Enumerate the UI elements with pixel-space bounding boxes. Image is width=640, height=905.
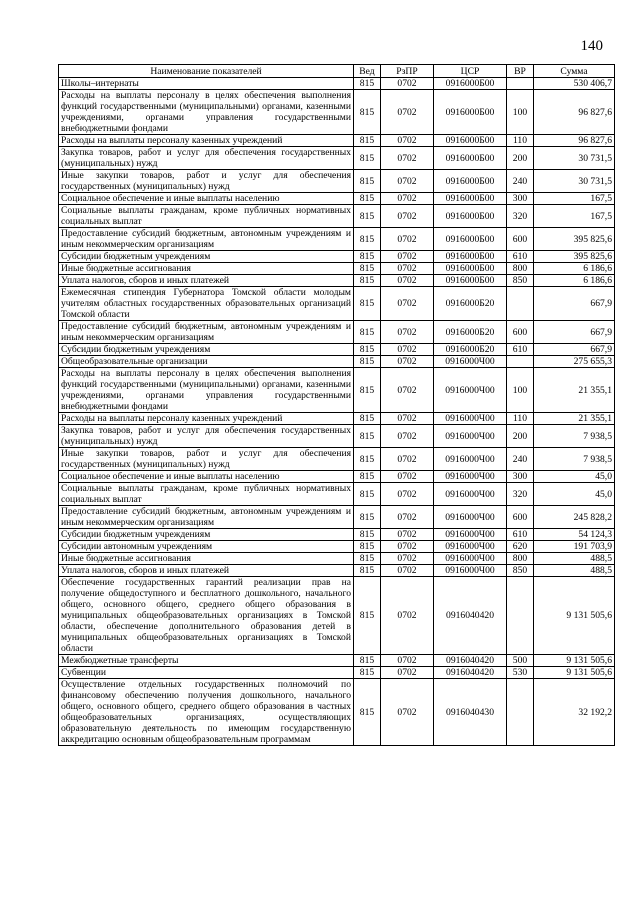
cell-csr: 0916000Б20 bbox=[434, 321, 507, 344]
cell-name: Расходы на выплаты персоналу казенных учреждений bbox=[59, 135, 354, 147]
cell-name: Социальное обеспечение и иные выплаты населению bbox=[59, 471, 354, 483]
cell-rzpr: 0702 bbox=[381, 565, 434, 577]
cell-ved: 815 bbox=[354, 565, 381, 577]
cell-ved: 815 bbox=[354, 275, 381, 287]
table-row bbox=[59, 553, 615, 565]
cell-csr: 0916040420 bbox=[434, 655, 507, 667]
column-header-name: Наименование показателей bbox=[59, 65, 354, 78]
cell-vr: 100 bbox=[507, 90, 534, 135]
cell-sum: 96 827,6 bbox=[534, 90, 615, 135]
cell-csr: 0916000Б00 bbox=[434, 147, 507, 170]
cell-name: Уплата налогов, сборов и иных платежей bbox=[59, 275, 354, 287]
cell-name: Ежемесячная стипендия Губернатора Томской области молодым учителям областных государственных образовательных организаций Томской области bbox=[59, 287, 354, 321]
cell-rzpr: 0702 bbox=[381, 170, 434, 193]
cell-csr: 0916000Б00 bbox=[434, 90, 507, 135]
cell-sum: 9 131 505,6 bbox=[534, 577, 615, 655]
cell-vr: 110 bbox=[507, 413, 534, 425]
cell-csr: 0916040420 bbox=[434, 667, 507, 679]
cell-ved: 815 bbox=[354, 205, 381, 228]
table-row bbox=[59, 287, 615, 321]
cell-csr: 0916000Ч00 bbox=[434, 368, 507, 413]
cell-name: Социальные выплаты гражданам, кроме публичных нормативных социальных выплат bbox=[59, 205, 354, 228]
cell-sum: 45,0 bbox=[534, 471, 615, 483]
table-row bbox=[59, 425, 615, 448]
cell-sum: 667,9 bbox=[534, 287, 615, 321]
cell-name: Осуществление отдельных государственных полномочий по финансовому обеспечению получения дошкольного, начального общего, основного общего, среднего общего образования в частных общеобразовательных организациях, осуществляющих образовательную деятельность по имеющим государственную аккредитацию основным общеобразовательным программам bbox=[59, 679, 354, 746]
cell-rzpr: 0702 bbox=[381, 344, 434, 356]
cell-rzpr: 0702 bbox=[381, 529, 434, 541]
table-row bbox=[59, 368, 615, 413]
cell-name: Предоставление субсидий бюджетным, автономным учреждениям и иным некоммерческим организациям bbox=[59, 228, 354, 251]
cell-name: Субсидии бюджетным учреждениям bbox=[59, 344, 354, 356]
table-row bbox=[59, 78, 615, 90]
cell-rzpr: 0702 bbox=[381, 506, 434, 529]
cell-csr: 0916000Ч00 bbox=[434, 483, 507, 506]
cell-rzpr: 0702 bbox=[381, 251, 434, 263]
cell-name: Иные бюджетные ассигнования bbox=[59, 263, 354, 275]
table-header-row bbox=[59, 65, 615, 78]
cell-rzpr: 0702 bbox=[381, 263, 434, 275]
cell-sum: 167,5 bbox=[534, 193, 615, 205]
column-header-sum: Сумма bbox=[534, 65, 615, 78]
cell-ved: 815 bbox=[354, 368, 381, 413]
cell-vr: 600 bbox=[507, 506, 534, 529]
column-header-rzpr: РзПР bbox=[381, 65, 434, 78]
cell-rzpr: 0702 bbox=[381, 667, 434, 679]
table-row bbox=[59, 577, 615, 655]
cell-ved: 815 bbox=[354, 193, 381, 205]
cell-csr: 0916000Б20 bbox=[434, 344, 507, 356]
table-row bbox=[59, 170, 615, 193]
table-row bbox=[59, 228, 615, 251]
column-header-vr: ВР bbox=[507, 65, 534, 78]
cell-sum: 9 131 505,6 bbox=[534, 655, 615, 667]
cell-csr: 0916000Б00 bbox=[434, 205, 507, 228]
cell-csr: 0916000Ч00 bbox=[434, 565, 507, 577]
cell-sum: 6 186,6 bbox=[534, 263, 615, 275]
cell-sum: 96 827,6 bbox=[534, 135, 615, 147]
cell-vr: 240 bbox=[507, 448, 534, 471]
cell-vr: 600 bbox=[507, 321, 534, 344]
cell-vr: 610 bbox=[507, 529, 534, 541]
cell-csr: 0916000Ч00 bbox=[434, 413, 507, 425]
cell-csr: 0916000Б00 bbox=[434, 228, 507, 251]
cell-rzpr: 0702 bbox=[381, 541, 434, 553]
cell-csr: 0916000Ч00 bbox=[434, 529, 507, 541]
cell-name: Уплата налогов, сборов и иных платежей bbox=[59, 565, 354, 577]
cell-ved: 815 bbox=[354, 228, 381, 251]
table-row bbox=[59, 413, 615, 425]
cell-sum: 167,5 bbox=[534, 205, 615, 228]
cell-ved: 815 bbox=[354, 90, 381, 135]
cell-name: Расходы на выплаты персоналу в целях обеспечения выполнения функций государственными (муниципальными) органами, казенными учреждениями, органами управления государственными внебюджетными фондами bbox=[59, 90, 354, 135]
cell-name: Субсидии автономным учреждениям bbox=[59, 541, 354, 553]
table-row bbox=[59, 275, 615, 287]
column-header-csr: ЦСР bbox=[434, 65, 507, 78]
cell-sum: 488,5 bbox=[534, 553, 615, 565]
cell-sum: 9 131 505,6 bbox=[534, 667, 615, 679]
cell-rzpr: 0702 bbox=[381, 321, 434, 344]
table-row bbox=[59, 356, 615, 368]
cell-ved: 815 bbox=[354, 78, 381, 90]
cell-ved: 815 bbox=[354, 553, 381, 565]
cell-csr: 0916000Ч00 bbox=[434, 356, 507, 368]
cell-csr: 0916000Б00 bbox=[434, 135, 507, 147]
cell-vr: 800 bbox=[507, 553, 534, 565]
cell-vr: 240 bbox=[507, 170, 534, 193]
cell-rzpr: 0702 bbox=[381, 78, 434, 90]
cell-ved: 815 bbox=[354, 667, 381, 679]
cell-vr: 110 bbox=[507, 135, 534, 147]
cell-rzpr: 0702 bbox=[381, 275, 434, 287]
cell-csr: 0916000Б00 bbox=[434, 78, 507, 90]
cell-sum: 530 406,7 bbox=[534, 78, 615, 90]
cell-name: Иные бюджетные ассигнования bbox=[59, 553, 354, 565]
cell-vr: 100 bbox=[507, 368, 534, 413]
cell-ved: 815 bbox=[354, 135, 381, 147]
cell-name: Предоставление субсидий бюджетным, автономным учреждениям и иным некоммерческим организациям bbox=[59, 321, 354, 344]
cell-ved: 815 bbox=[354, 170, 381, 193]
cell-csr: 0916000Б20 bbox=[434, 287, 507, 321]
table-row bbox=[59, 344, 615, 356]
cell-csr: 0916000Б00 bbox=[434, 251, 507, 263]
cell-name: Субсидии бюджетным учреждениям bbox=[59, 529, 354, 541]
cell-ved: 815 bbox=[354, 471, 381, 483]
cell-name: Обеспечение государственных гарантий реализации прав на получение общедоступного и бесплатного дошкольного, начального общего, основного общего, среднего общего образования в муниципальных общеобразовательных организациях в Томской области, обеспечение дополнительного образования детей в муниципальных общеобразовательных организациях в Томской области bbox=[59, 577, 354, 655]
cell-ved: 815 bbox=[354, 529, 381, 541]
cell-sum: 7 938,5 bbox=[534, 425, 615, 448]
budget-table bbox=[58, 64, 615, 746]
table-row bbox=[59, 679, 615, 746]
cell-name: Предоставление субсидий бюджетным, автономным учреждениям и иным некоммерческим организациям bbox=[59, 506, 354, 529]
cell-ved: 815 bbox=[354, 263, 381, 275]
cell-vr: 320 bbox=[507, 205, 534, 228]
cell-ved: 815 bbox=[354, 679, 381, 746]
cell-name: Общеобразовательные организации bbox=[59, 356, 354, 368]
cell-sum: 275 655,3 bbox=[534, 356, 615, 368]
cell-name: Иные закупки товаров, работ и услуг для обеспечения государственных (муниципальных) нужд bbox=[59, 170, 354, 193]
table-row bbox=[59, 667, 615, 679]
table-row bbox=[59, 147, 615, 170]
cell-ved: 815 bbox=[354, 413, 381, 425]
cell-rzpr: 0702 bbox=[381, 448, 434, 471]
cell-sum: 245 828,2 bbox=[534, 506, 615, 529]
cell-rzpr: 0702 bbox=[381, 553, 434, 565]
table-row bbox=[59, 263, 615, 275]
cell-csr: 0916000Ч00 bbox=[434, 425, 507, 448]
cell-sum: 667,9 bbox=[534, 321, 615, 344]
cell-ved: 815 bbox=[354, 448, 381, 471]
cell-csr: 0916040430 bbox=[434, 679, 507, 746]
cell-vr bbox=[507, 356, 534, 368]
cell-rzpr: 0702 bbox=[381, 368, 434, 413]
table-row bbox=[59, 193, 615, 205]
cell-ved: 815 bbox=[354, 321, 381, 344]
table-row bbox=[59, 655, 615, 667]
table-row bbox=[59, 205, 615, 228]
cell-name: Субвенции bbox=[59, 667, 354, 679]
cell-sum: 30 731,5 bbox=[534, 170, 615, 193]
cell-name: Закупка товаров, работ и услуг для обеспечения государственных (муниципальных) нужд bbox=[59, 425, 354, 448]
cell-vr: 300 bbox=[507, 193, 534, 205]
cell-rzpr: 0702 bbox=[381, 287, 434, 321]
table-row bbox=[59, 483, 615, 506]
cell-ved: 815 bbox=[354, 425, 381, 448]
cell-vr: 600 bbox=[507, 228, 534, 251]
cell-vr bbox=[507, 577, 534, 655]
cell-ved: 815 bbox=[354, 356, 381, 368]
cell-sum: 488,5 bbox=[534, 565, 615, 577]
cell-ved: 815 bbox=[354, 655, 381, 667]
cell-rzpr: 0702 bbox=[381, 147, 434, 170]
cell-csr: 0916000Б00 bbox=[434, 275, 507, 287]
cell-rzpr: 0702 bbox=[381, 655, 434, 667]
cell-sum: 30 731,5 bbox=[534, 147, 615, 170]
table-row bbox=[59, 90, 615, 135]
cell-vr bbox=[507, 287, 534, 321]
cell-vr: 500 bbox=[507, 655, 534, 667]
cell-vr: 610 bbox=[507, 344, 534, 356]
cell-ved: 815 bbox=[354, 147, 381, 170]
cell-name: Субсидии бюджетным учреждениям bbox=[59, 251, 354, 263]
table-row bbox=[59, 529, 615, 541]
cell-rzpr: 0702 bbox=[381, 679, 434, 746]
cell-name: Закупка товаров, работ и услуг для обеспечения государственных (муниципальных) нужд bbox=[59, 147, 354, 170]
table-row bbox=[59, 541, 615, 553]
cell-rzpr: 0702 bbox=[381, 90, 434, 135]
cell-rzpr: 0702 bbox=[381, 228, 434, 251]
table-row bbox=[59, 506, 615, 529]
cell-rzpr: 0702 bbox=[381, 471, 434, 483]
cell-name: Расходы на выплаты персоналу казенных учреждений bbox=[59, 413, 354, 425]
table-row bbox=[59, 251, 615, 263]
cell-vr: 200 bbox=[507, 425, 534, 448]
cell-ved: 815 bbox=[354, 287, 381, 321]
cell-csr: 0916000Б00 bbox=[434, 263, 507, 275]
table-row bbox=[59, 448, 615, 471]
cell-ved: 815 bbox=[354, 483, 381, 506]
cell-rzpr: 0702 bbox=[381, 205, 434, 228]
cell-sum: 21 355,1 bbox=[534, 413, 615, 425]
cell-name: Расходы на выплаты персоналу в целях обеспечения выполнения функций государственными (муниципальными) органами, казенными учреждениями, органами управления государственными внебюджетными фондами bbox=[59, 368, 354, 413]
table-row bbox=[59, 321, 615, 344]
table-row bbox=[59, 135, 615, 147]
cell-sum: 395 825,6 bbox=[534, 228, 615, 251]
table-row bbox=[59, 565, 615, 577]
table-body bbox=[59, 78, 615, 746]
cell-name: Иные закупки товаров, работ и услуг для обеспечения государственных (муниципальных) нужд bbox=[59, 448, 354, 471]
cell-vr: 320 bbox=[507, 483, 534, 506]
page-number: 140 bbox=[580, 38, 603, 54]
cell-ved: 815 bbox=[354, 506, 381, 529]
cell-rzpr: 0702 bbox=[381, 425, 434, 448]
cell-csr: 0916000Ч00 bbox=[434, 553, 507, 565]
cell-vr bbox=[507, 679, 534, 746]
cell-vr: 800 bbox=[507, 263, 534, 275]
cell-name: Социальные выплаты гражданам, кроме публичных нормативных социальных выплат bbox=[59, 483, 354, 506]
cell-rzpr: 0702 bbox=[381, 483, 434, 506]
cell-vr: 850 bbox=[507, 275, 534, 287]
cell-sum: 191 703,9 bbox=[534, 541, 615, 553]
cell-sum: 54 124,3 bbox=[534, 529, 615, 541]
cell-sum: 32 192,2 bbox=[534, 679, 615, 746]
cell-csr: 0916000Ч00 bbox=[434, 506, 507, 529]
cell-sum: 6 186,6 bbox=[534, 275, 615, 287]
cell-rzpr: 0702 bbox=[381, 577, 434, 655]
cell-vr: 300 bbox=[507, 471, 534, 483]
cell-rzpr: 0702 bbox=[381, 135, 434, 147]
cell-name: Школы–интернаты bbox=[59, 78, 354, 90]
cell-vr: 610 bbox=[507, 251, 534, 263]
cell-csr: 0916040420 bbox=[434, 577, 507, 655]
cell-sum: 667,9 bbox=[534, 344, 615, 356]
cell-rzpr: 0702 bbox=[381, 193, 434, 205]
column-header-ved: Вед bbox=[354, 65, 381, 78]
cell-sum: 395 825,6 bbox=[534, 251, 615, 263]
cell-csr: 0916000Б00 bbox=[434, 193, 507, 205]
cell-ved: 815 bbox=[354, 344, 381, 356]
cell-name: Социальное обеспечение и иные выплаты населению bbox=[59, 193, 354, 205]
cell-ved: 815 bbox=[354, 577, 381, 655]
cell-vr: 620 bbox=[507, 541, 534, 553]
cell-csr: 0916000Б00 bbox=[434, 170, 507, 193]
table-row bbox=[59, 471, 615, 483]
cell-vr: 850 bbox=[507, 565, 534, 577]
cell-ved: 815 bbox=[354, 541, 381, 553]
cell-vr: 530 bbox=[507, 667, 534, 679]
cell-csr: 0916000Ч00 bbox=[434, 541, 507, 553]
cell-csr: 0916000Ч00 bbox=[434, 471, 507, 483]
cell-vr bbox=[507, 78, 534, 90]
cell-ved: 815 bbox=[354, 251, 381, 263]
cell-csr: 0916000Ч00 bbox=[434, 448, 507, 471]
cell-sum: 7 938,5 bbox=[534, 448, 615, 471]
cell-sum: 45,0 bbox=[534, 483, 615, 506]
cell-sum: 21 355,1 bbox=[534, 368, 615, 413]
cell-rzpr: 0702 bbox=[381, 356, 434, 368]
cell-name: Межбюджетные трансферты bbox=[59, 655, 354, 667]
cell-rzpr: 0702 bbox=[381, 413, 434, 425]
cell-vr: 200 bbox=[507, 147, 534, 170]
